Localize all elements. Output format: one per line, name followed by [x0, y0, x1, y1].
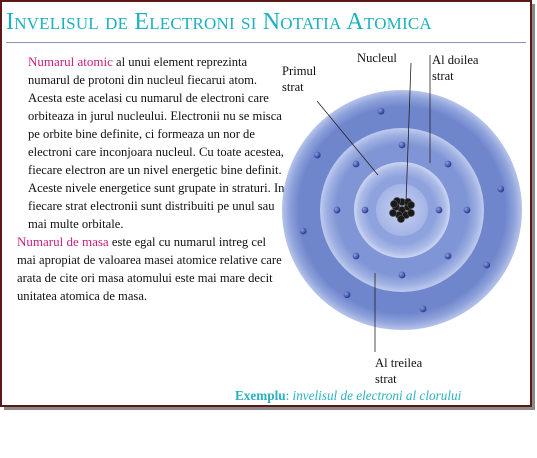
- term-atomic-number: Numarul atomic: [28, 54, 113, 69]
- electron-shell-2: [464, 207, 471, 214]
- nucleon: [407, 201, 414, 208]
- electron-shell-2: [353, 253, 360, 260]
- electron-shell-2: [445, 253, 452, 260]
- nucleon: [407, 209, 414, 216]
- paragraph-atomic-number: [17, 53, 285, 233]
- electron-shell-2: [334, 207, 341, 214]
- electron-shell-1: [436, 207, 443, 214]
- electron-shell-3: [420, 305, 427, 312]
- mass-number-text: este egal cu numarul intreg cel mai apropiat de valoarea masei atomice relative care arata de cite ori masa atomului este mai mare decit unitatea atomica de masa.: [17, 235, 282, 303]
- example-label: Exemplu: [235, 388, 286, 403]
- electron-shell-2: [353, 161, 360, 168]
- body-text: [17, 53, 285, 305]
- example-text: invelisul de electroni al clorului: [289, 388, 462, 403]
- frame-shadow-bottom: [4, 407, 535, 410]
- term-mass-number: Numarul de masa: [17, 234, 109, 249]
- label-primul-line1: Primul: [282, 64, 317, 78]
- label-doilea-line2: strat: [432, 69, 454, 83]
- title-divider: [6, 42, 526, 43]
- electron-shell-3: [483, 262, 490, 269]
- nucleon: [397, 215, 404, 222]
- electron-shell-1: [362, 207, 369, 214]
- electron-shell-3: [344, 291, 351, 298]
- example-caption: Exemplu: invelisul de electroni al clorului: [235, 388, 462, 403]
- nucleon: [390, 200, 397, 207]
- atomic-number-text: al unui element reprezinta numarul de protoni din nucleul fiecarui atom. Acesta este acelasi cu numarul de electroni care orbiteaza in jurul nucleului. Electronii nu se misca pe orbite bine definite, ci formeaza un nor de electroni care inconjoara nucleul. Cu toate acestea, fiecare electron are un nivel energetic bine definit. Aceste nivele energetice sunt grupate in straturi. In fiecare strat electronii sunt distribuiti pe unul sau mai multe orbitale.: [28, 55, 285, 231]
- electron-shell-3: [378, 108, 385, 115]
- page-title: Invelisul de Electroni si Notatia Atomica: [6, 9, 432, 35]
- electron-shell-2: [445, 161, 452, 168]
- nucleon: [389, 209, 396, 216]
- electron-shell-2: [399, 272, 406, 279]
- label-treilea-line1: Al treilea: [375, 356, 423, 370]
- electron-shell-3: [314, 152, 321, 159]
- electron-shell-3: [497, 186, 504, 193]
- electron-shell-2: [399, 142, 406, 149]
- frame-shadow-right: [532, 4, 535, 410]
- atom-diagram: [270, 55, 532, 355]
- electron-shell-3: [300, 228, 307, 235]
- paragraph-mass-number: [17, 233, 285, 305]
- label-treilea-line2: strat: [375, 372, 397, 386]
- label-doilea-line1: Al doilea: [432, 53, 479, 67]
- label-primul-line2: strat: [282, 80, 304, 94]
- label-nucleu: Nucleul: [357, 51, 397, 65]
